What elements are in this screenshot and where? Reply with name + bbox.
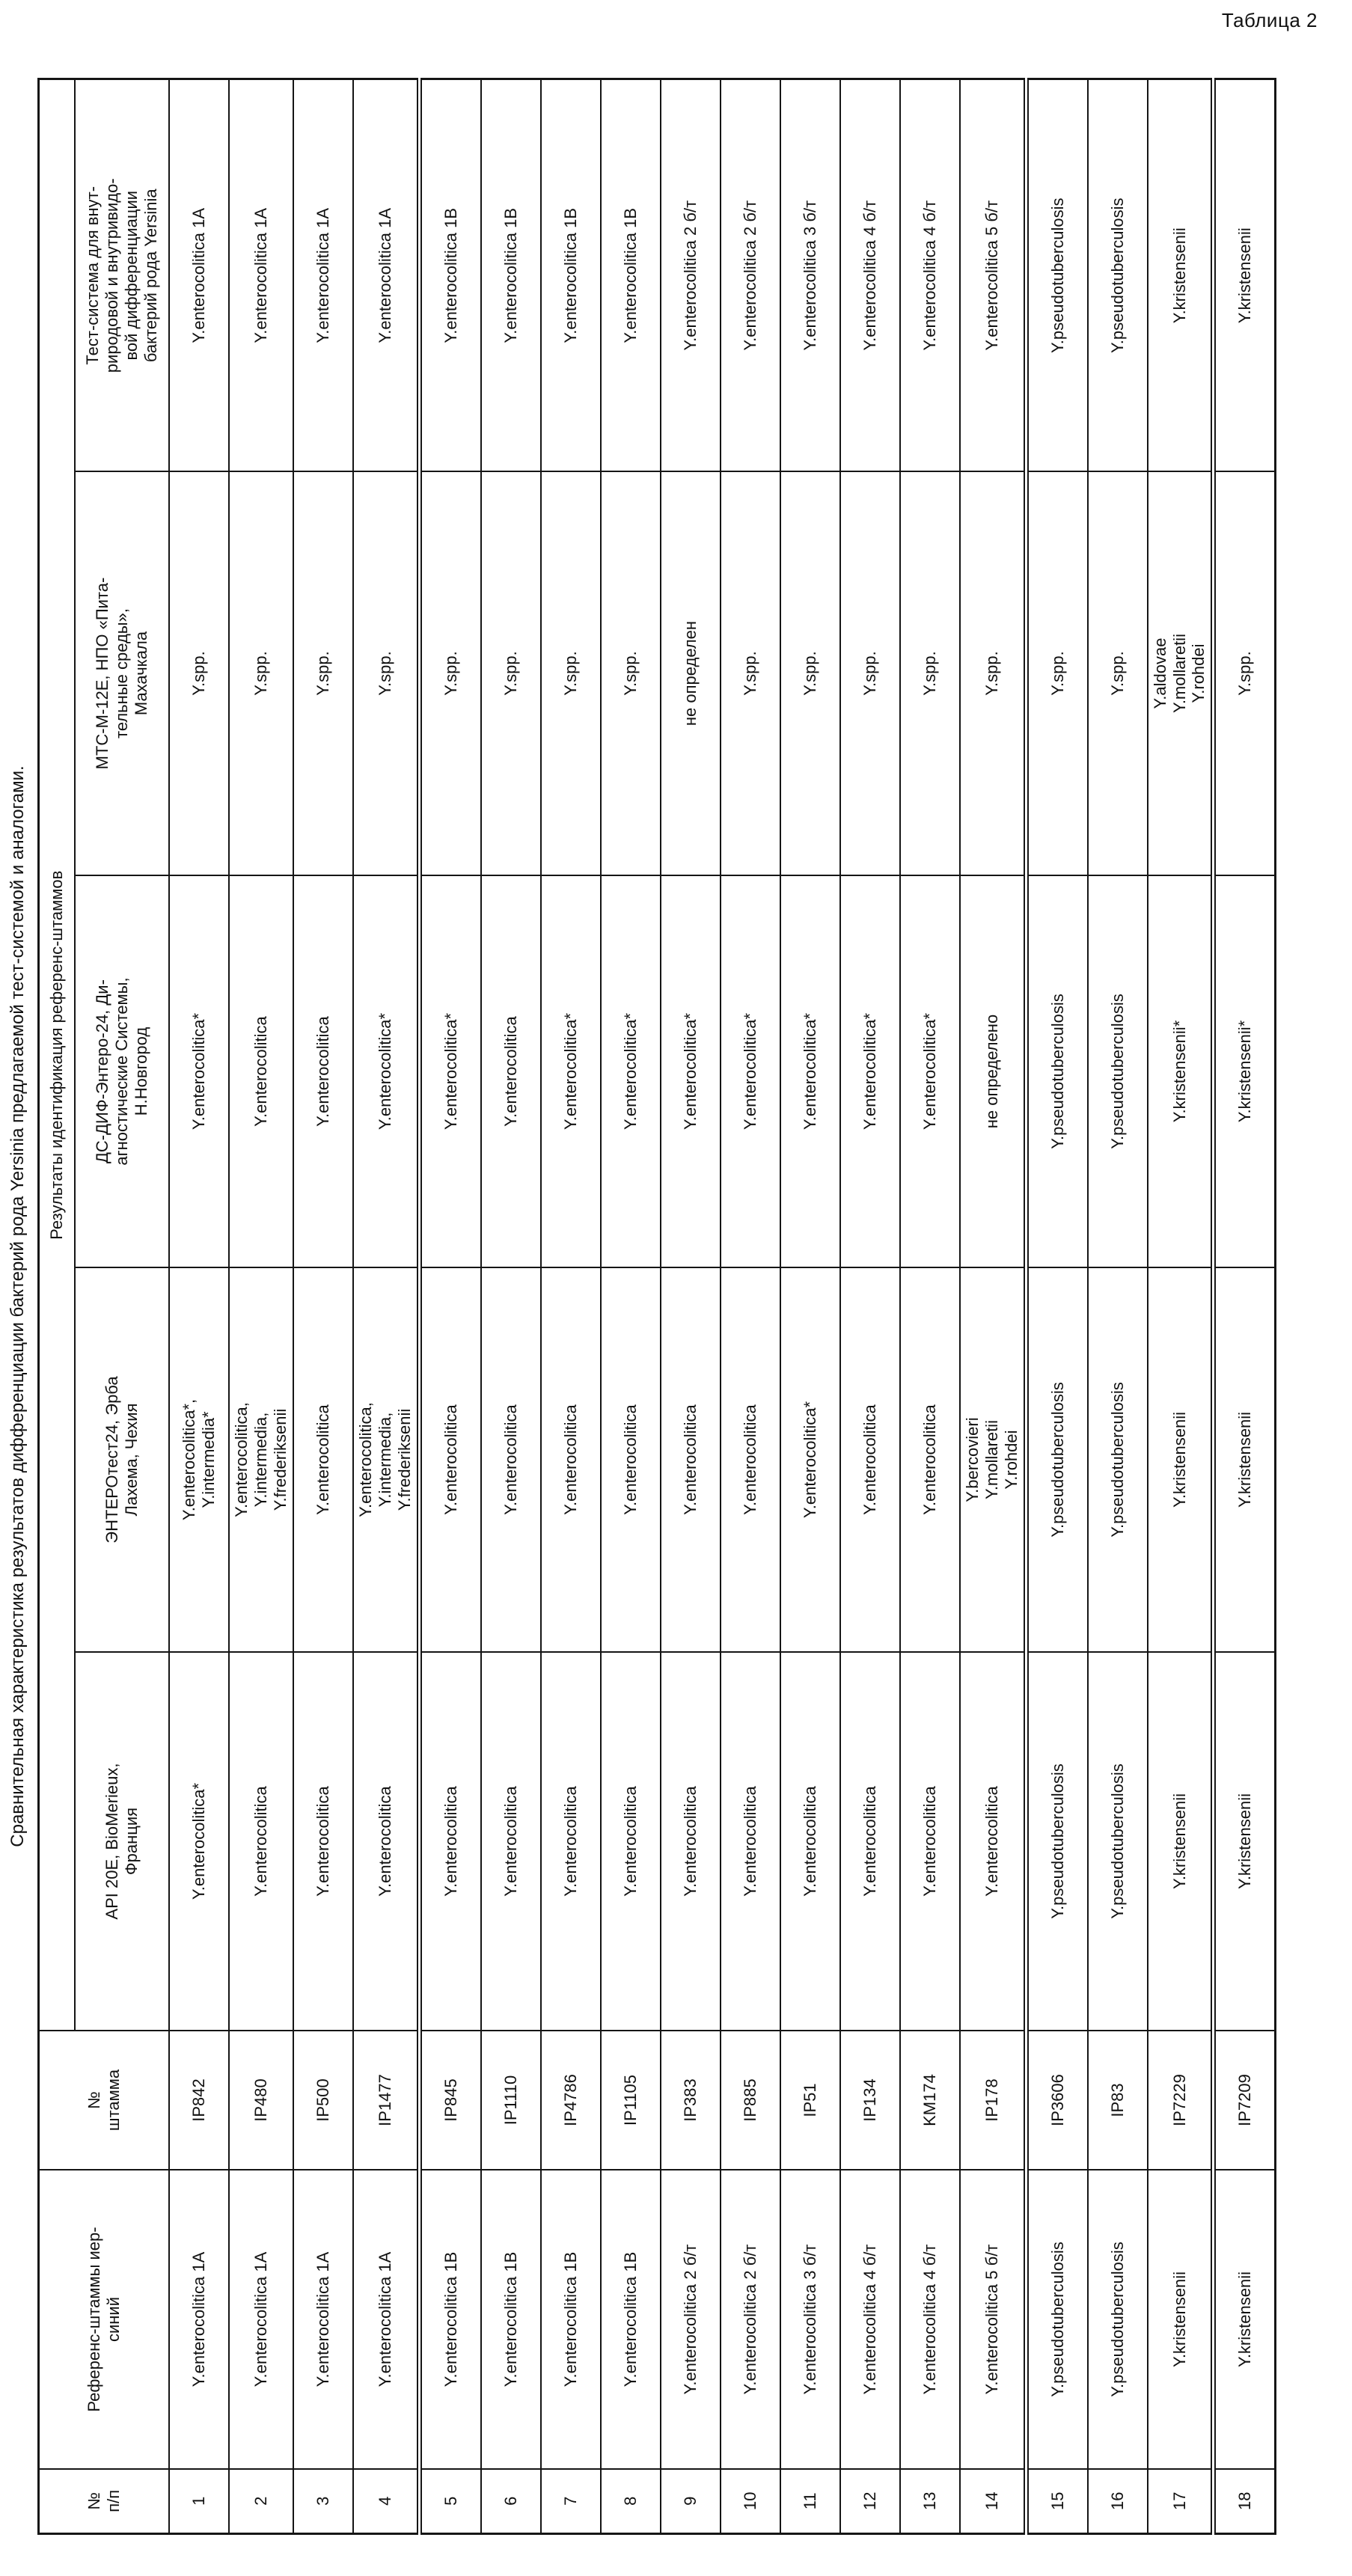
cell-test: Y.enterocolitica 1A [353,79,419,471]
cell-api: Y.enterocolitica [419,1652,481,2031]
cell-num: 15 [1026,2469,1088,2533]
cell-mts: Y.spp. [721,471,780,875]
cell-num: 18 [1214,2469,1276,2533]
cell-mts: Y.spp. [481,471,541,875]
cell-mts: не определен [661,471,721,875]
cell-mts: Y.spp. [900,471,960,875]
cell-ds: Y.enterocolitica* [169,875,229,1267]
cell-api: Y.enterocolitica* [169,1652,229,2031]
table-row [541,79,601,2533]
cell-num: 11 [780,2469,840,2533]
cell-test: Y.enterocolitica 1A [169,79,229,471]
table-row [1214,79,1276,2533]
cell-mts: Y.spp. [1088,471,1148,875]
cell-mts: Y.aldovae Y.mollaretii Y.rohdei [1148,471,1214,875]
table-row [229,79,293,2533]
table-head [39,79,170,2533]
cell-api: Y.enterocolitica [601,1652,661,2031]
column-header-ref: Референс-штаммы иер- синий [39,2170,170,2469]
cell-ref: Y.enterocolitica 1A [293,2170,353,2469]
cell-test: Y.kristensenii [1148,79,1214,471]
cell-api: Y.enterocolitica [840,1652,900,2031]
cell-ds: Y.enterocolitica* [661,875,721,1267]
cell-entero: Y.enterocolitica [481,1267,541,1652]
cell-ds: Y.pseudotuberculosis [1026,875,1088,1267]
cell-test: Y.pseudotuberculosis [1088,79,1148,471]
cell-num: 9 [661,2469,721,2533]
column-header-entero: ЭНТЕРОтест24, Эрба Лахема, Чехия [75,1267,169,1652]
cell-ref: Y.kristensenii [1148,2170,1214,2469]
column-header-test: Тест-система для внут- риродовой и внутривидо- вой дифференциации бактерий рода Yersinia [75,79,169,471]
cell-ref: Y.enterocolitica 4 б/т [840,2170,900,2469]
cell-strain: IP885 [721,2031,780,2170]
cell-ds: Y.enterocolitica [293,875,353,1267]
cell-api: Y.pseudotuberculosis [1026,1652,1088,2031]
cell-strain: IP83 [1088,2031,1148,2170]
cell-ref: Y.enterocolitica 1B [481,2170,541,2469]
table-row [900,79,960,2533]
column-header-strain: № штамма [39,2031,170,2170]
cell-ds: Y.kristensenii* [1214,875,1276,1267]
cell-ds: Y.enterocolitica* [721,875,780,1267]
cell-entero: Y.enterocolitica*, Y.intermedia* [169,1267,229,1652]
cell-test: Y.kristensenii [1214,79,1276,471]
cell-mts: Y.spp. [780,471,840,875]
cell-mts: Y.spp. [1026,471,1088,875]
cell-api: Y.enterocolitica [481,1652,541,2031]
cell-test: Y.enterocolitica 3 б/т [780,79,840,471]
cell-ref: Y.enterocolitica 1A [229,2170,293,2469]
cell-api: Y.enterocolitica [541,1652,601,2031]
cell-ds: Y.enterocolitica* [353,875,419,1267]
cell-ds: Y.enterocolitica* [840,875,900,1267]
cell-ref: Y.enterocolitica 5 б/т [960,2170,1026,2469]
cell-num: 16 [1088,2469,1148,2533]
column-header-num: № п/п [39,2469,170,2533]
cell-num: 14 [960,2469,1026,2533]
table-row [419,79,481,2533]
cell-num: 7 [541,2469,601,2533]
column-header-ds: ДС-ДИФ-Энтеро-24, Ди- агностические Системы, Н.Новгород [75,875,169,1267]
cell-entero: Y.enterocolitica [601,1267,661,1652]
cell-entero: Y.enterocolitica [293,1267,353,1652]
results-table [37,79,1276,2535]
table-row [780,79,840,2533]
cell-num: 6 [481,2469,541,2533]
cell-ref: Y.pseudotuberculosis [1088,2170,1148,2469]
cell-num: 17 [1148,2469,1214,2533]
cell-ds: Y.enterocolitica* [780,875,840,1267]
cell-ds: Y.kristensenii* [1148,875,1214,1267]
cell-ref: Y.enterocolitica 4 б/т [900,2170,960,2469]
document-title: Сравнительная характеристика результатов дифференциации бактерий рода Yersinia предлагаемой тест-системой и аналогами. [7,765,28,1847]
cell-strain: IP480 [229,2031,293,2170]
cell-test: Y.enterocolitica 4 б/т [840,79,900,471]
cell-entero: Y.enterocolitica [661,1267,721,1652]
cell-mts: Y.spp. [1214,471,1276,875]
table-row [661,79,721,2533]
table-row [960,79,1026,2533]
table-row [169,79,229,2533]
cell-ref: Y.enterocolitica 1B [601,2170,661,2469]
cell-strain: IP1105 [601,2031,661,2170]
cell-test: Y.enterocolitica 5 б/т [960,79,1026,471]
cell-ref: Y.pseudotuberculosis [1026,2170,1088,2469]
cell-strain: IP845 [419,2031,481,2170]
column-header-api: API 20E, BioMerieux, Франция [75,1652,169,2031]
group-header: Результаты идентификация референс-штаммов [39,79,76,2031]
cell-mts: Y.spp. [293,471,353,875]
cell-strain: IP1477 [353,2031,419,2170]
cell-ref: Y.enterocolitica 1B [541,2170,601,2469]
cell-num: 1 [169,2469,229,2533]
cell-entero: Y.bercovieri Y.mollaretii Y.rohdei [960,1267,1026,1652]
cell-entero: Y.kristensenii [1148,1267,1214,1652]
cell-mts: Y.spp. [960,471,1026,875]
cell-ds: Y.enterocolitica [481,875,541,1267]
cell-ref: Y.kristensenii [1214,2170,1276,2469]
cell-api: Y.enterocolitica [900,1652,960,2031]
cell-mts: Y.spp. [169,471,229,875]
cell-strain: IP3606 [1026,2031,1088,2170]
cell-test: Y.enterocolitica 1A [293,79,353,471]
cell-mts: Y.spp. [541,471,601,875]
table-row [353,79,419,2533]
cell-strain: IP500 [293,2031,353,2170]
cell-num: 12 [840,2469,900,2533]
cell-ref: Y.enterocolitica 3 б/т [780,2170,840,2469]
cell-entero: Y.pseudotuberculosis [1026,1267,1088,1652]
cell-api: Y.enterocolitica [661,1652,721,2031]
cell-api: Y.enterocolitica [229,1652,293,2031]
cell-test: Y.enterocolitica 1B [541,79,601,471]
cell-ds: Y.enterocolitica* [900,875,960,1267]
cell-strain: IP842 [169,2031,229,2170]
cell-entero: Y.enterocolitica [840,1267,900,1652]
cell-api: Y.enterocolitica [353,1652,419,2031]
cell-num: 5 [419,2469,481,2533]
cell-mts: Y.spp. [353,471,419,875]
cell-num: 8 [601,2469,661,2533]
cell-api: Y.enterocolitica [780,1652,840,2031]
cell-ds: Y.enterocolitica* [541,875,601,1267]
cell-entero: Y.enterocolitica [541,1267,601,1652]
cell-num: 10 [721,2469,780,2533]
table-body [169,79,1276,2533]
cell-strain: IP1110 [481,2031,541,2170]
cell-test: Y.enterocolitica 2 б/т [721,79,780,471]
cell-api: Y.pseudotuberculosis [1088,1652,1148,2031]
table-row [293,79,353,2533]
cell-ds: Y.enterocolitica [229,875,293,1267]
table-row [840,79,900,2533]
cell-num: 3 [293,2469,353,2533]
table-row [1088,79,1148,2533]
cell-entero: Y.enterocolitica [721,1267,780,1652]
cell-api: Y.kristensenii [1148,1652,1214,2031]
cell-entero: Y.enterocolitica [419,1267,481,1652]
cell-num: 2 [229,2469,293,2533]
cell-strain: IP7209 [1214,2031,1276,2170]
table-row [721,79,780,2533]
cell-api: Y.enterocolitica [721,1652,780,2031]
cell-strain: IP7229 [1148,2031,1214,2170]
rotated-table-area [4,42,1348,2571]
cell-api: Y.enterocolitica [293,1652,353,2031]
cell-ds: Y.enterocolitica* [601,875,661,1267]
cell-ds: Y.enterocolitica* [419,875,481,1267]
cell-test: Y.enterocolitica 4 б/т [900,79,960,471]
cell-api: Y.kristensenii [1214,1652,1276,2031]
cell-api: Y.enterocolitica [960,1652,1026,2031]
cell-test: Y.enterocolitica 1B [481,79,541,471]
cell-entero: Y.enterocolitica* [780,1267,840,1652]
cell-strain: IP51 [780,2031,840,2170]
cell-num: 4 [353,2469,419,2533]
cell-strain: KM174 [900,2031,960,2170]
cell-test: Y.enterocolitica 1A [229,79,293,471]
cell-test: Y.enterocolitica 1B [419,79,481,471]
cell-ref: Y.enterocolitica 1B [419,2170,481,2469]
cell-strain: IP134 [840,2031,900,2170]
cell-ref: Y.enterocolitica 1A [353,2170,419,2469]
table-row [1148,79,1214,2533]
cell-ds: не определено [960,875,1026,1267]
cell-entero: Y.enterocolitica, Y.intermedia, Y.frederiksenii [229,1267,293,1652]
column-header-mts: МТС-М-12Е, НПО «Пита- тельные среды», Махачкала [75,471,169,875]
table-row [601,79,661,2533]
table-row [481,79,541,2533]
cell-mts: Y.spp. [840,471,900,875]
cell-test: Y.enterocolitica 1B [601,79,661,471]
cell-ds: Y.pseudotuberculosis [1088,875,1148,1267]
table-row [1026,79,1088,2533]
cell-test: Y.enterocolitica 2 б/т [661,79,721,471]
cell-mts: Y.spp. [229,471,293,875]
cell-test: Y.pseudotuberculosis [1026,79,1088,471]
cell-num: 13 [900,2469,960,2533]
cell-entero: Y.pseudotuberculosis [1088,1267,1148,1652]
cell-ref: Y.enterocolitica 1A [169,2170,229,2469]
cell-strain: IP178 [960,2031,1026,2170]
cell-entero: Y.enterocolitica [900,1267,960,1652]
cell-ref: Y.enterocolitica 2 б/т [661,2170,721,2469]
table-label: Таблица 2 [1221,9,1318,31]
cell-entero: Y.kristensenii [1214,1267,1276,1652]
cell-mts: Y.spp. [419,471,481,875]
cell-strain: IP383 [661,2031,721,2170]
cell-strain: IP4786 [541,2031,601,2170]
cell-mts: Y.spp. [601,471,661,875]
cell-entero: Y.enterocolitica, Y.intermedia, Y.frederiksenii [353,1267,419,1652]
cell-ref: Y.enterocolitica 2 б/т [721,2170,780,2469]
